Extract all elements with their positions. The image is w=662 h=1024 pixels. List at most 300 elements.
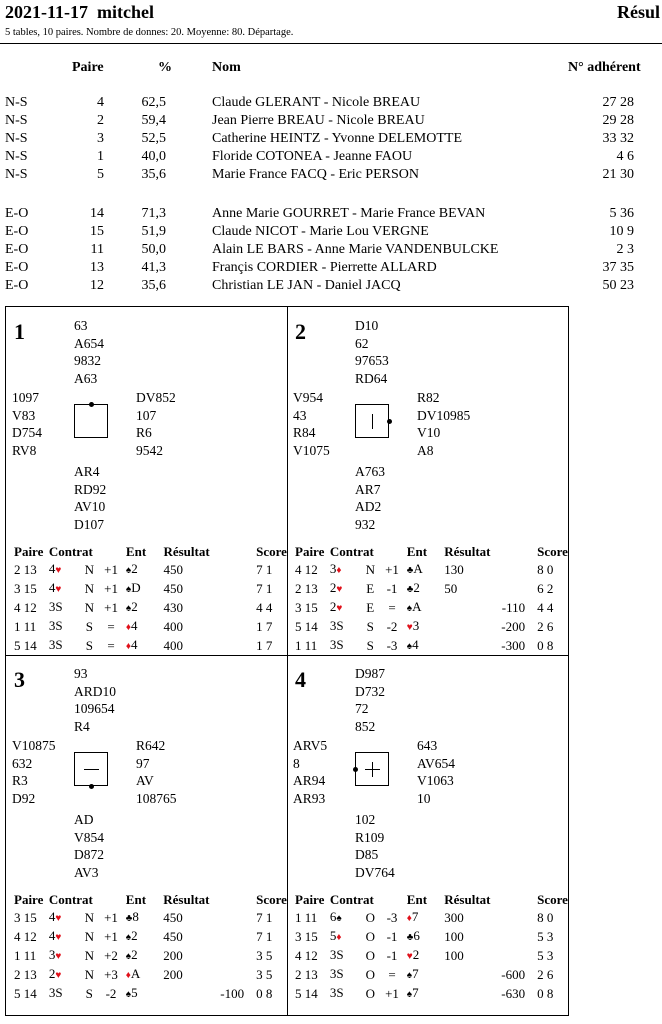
result-pair: 1 11 xyxy=(14,619,37,634)
contract-suit: ♥ xyxy=(55,584,62,595)
result-row xyxy=(295,598,568,617)
result-pair: 3 15 xyxy=(295,929,318,944)
result-match-points: 7 1 xyxy=(256,581,273,596)
hand-suit-holding: V10 xyxy=(417,425,441,440)
ranking-player-names: Catherine HEINTZ - Yvonne DELEMOTTE xyxy=(212,131,463,146)
contract-suit: ♥ xyxy=(55,970,62,981)
lead-card: 2 xyxy=(131,599,138,614)
contract-suit: ♠ xyxy=(336,913,342,924)
result-contract xyxy=(330,579,364,598)
hand-suit-holding: 107 xyxy=(136,407,157,423)
result-lead xyxy=(126,946,163,965)
lead-card: A xyxy=(413,561,423,576)
results-table xyxy=(14,543,287,655)
result-lead xyxy=(407,946,444,965)
result-score-eo: -200 xyxy=(501,619,526,634)
result-pair: 5 14 xyxy=(295,986,318,1001)
ranking-player-names: Marie France FACQ - Eric PERSON xyxy=(212,167,419,182)
result-pair: 5 14 xyxy=(14,638,37,653)
result-tricks: -2 xyxy=(105,986,117,1001)
lead-suit: ♠ xyxy=(406,970,413,981)
result-score-ns: 130 xyxy=(444,562,464,577)
results-header-contract: Contrat xyxy=(48,544,93,559)
ranking-percentage: 71,3 xyxy=(141,206,166,221)
lead-suit: ♥ xyxy=(406,622,413,633)
result-pair: 5 14 xyxy=(14,986,37,1001)
page-title: 2021-11-17 mitchel xyxy=(5,2,154,22)
hand-suit-holding: ARD10 xyxy=(74,683,117,699)
lead-card: 2 xyxy=(131,928,138,943)
result-tricks: +1 xyxy=(385,562,399,577)
vulnerability-compass xyxy=(74,404,108,438)
result-score-eo xyxy=(205,927,257,946)
lead-suit: ♦ xyxy=(125,622,132,633)
ranking-member-numbers: 4 6 xyxy=(616,149,634,164)
south-hand xyxy=(74,463,106,533)
result-row xyxy=(295,927,568,946)
ranking-member-numbers: 29 28 xyxy=(602,113,634,128)
ranking-member-numbers: 10 9 xyxy=(609,224,634,239)
result-declarer: S xyxy=(366,619,374,634)
results-header-lead: Ent xyxy=(406,892,428,907)
dealer-marker xyxy=(89,784,94,789)
hand-suit-holding: AD xyxy=(74,812,94,827)
result-score-eo xyxy=(205,965,257,984)
result-row xyxy=(14,908,287,927)
result-lead xyxy=(407,965,444,984)
result-declarer: N xyxy=(84,600,95,615)
hand-suit-holding: DV764 xyxy=(355,864,395,880)
result-match-points: 0 8 xyxy=(537,638,554,653)
board-number: 4 xyxy=(295,667,306,692)
hand-suit-holding: D92 xyxy=(12,790,36,806)
hand-suit-holding: 632 xyxy=(12,755,33,771)
result-score-ns: 430 xyxy=(163,600,183,615)
result-score-ns: 400 xyxy=(163,619,183,634)
vulnerability-compass xyxy=(355,752,389,786)
vulnerability-line xyxy=(365,769,380,770)
results-header-contract: Contrat xyxy=(329,892,374,907)
result-score-eo: -110 xyxy=(501,600,526,615)
result-score-eo xyxy=(486,927,538,946)
ranking-percentage: 52,5 xyxy=(141,131,166,146)
result-score-eo: -630 xyxy=(501,986,526,1001)
result-contract xyxy=(330,965,364,984)
hand-suit-holding: 109654 xyxy=(74,701,115,716)
col-header-pair: Paire xyxy=(72,60,104,75)
lead-card: A xyxy=(412,599,422,614)
hand-suit-holding: D85 xyxy=(355,847,379,862)
lead-card: A xyxy=(130,966,141,981)
hand-suit-holding: 932 xyxy=(355,516,376,532)
result-contract xyxy=(49,965,83,984)
ranking-percentage: 59,4 xyxy=(141,113,166,128)
result-tricks: -1 xyxy=(386,929,398,944)
results-header-row xyxy=(295,891,568,908)
contract-level: 2 xyxy=(48,966,56,981)
results-header-score: Score xyxy=(537,544,568,559)
contract-level: 3S xyxy=(48,637,63,652)
west-hand xyxy=(293,389,330,459)
result-pair: 4 12 xyxy=(14,929,37,944)
hand-suit-holding: 852 xyxy=(355,718,376,734)
result-contract xyxy=(49,636,83,655)
board-number: 2 xyxy=(295,319,306,344)
hand-suit-holding: 97 xyxy=(136,755,150,771)
results-header-result: Résultat xyxy=(163,892,210,907)
contract-level: 5 xyxy=(329,928,337,943)
result-contract xyxy=(330,560,364,579)
ranking-player-names: Alain LE BARS - Anne Marie VANDENBULCKE xyxy=(212,242,499,257)
lead-card: 7 xyxy=(411,909,419,924)
result-lead xyxy=(407,984,444,1003)
dealer-marker xyxy=(387,419,392,424)
vulnerability-line xyxy=(84,769,99,770)
hand-suit-holding: 93 xyxy=(74,666,88,681)
result-contract xyxy=(330,617,364,636)
hand-suit-holding: 8 xyxy=(293,755,300,771)
result-score-eo xyxy=(486,579,538,598)
result-row xyxy=(14,598,287,617)
hand-suit-holding: 102 xyxy=(355,812,376,827)
result-row xyxy=(295,579,568,598)
hand-suit-holding: R84 xyxy=(293,425,316,440)
result-score-ns xyxy=(444,965,485,984)
hand-suit-holding: R642 xyxy=(136,738,166,753)
contract-level: 3S xyxy=(329,985,344,1000)
lead-card: 2 xyxy=(412,947,420,962)
result-match-points: 8 0 xyxy=(537,910,554,925)
lead-suit: ♣ xyxy=(406,565,414,576)
result-match-points: 2 6 xyxy=(537,967,554,982)
contract-level: 3 xyxy=(329,561,337,576)
result-tricks: -3 xyxy=(386,638,398,653)
result-declarer: O xyxy=(365,929,375,944)
hand-suit-holding: DV852 xyxy=(136,390,176,405)
results-header-contract: Contrat xyxy=(48,892,93,907)
result-lead xyxy=(126,636,164,655)
lead-suit: ♣ xyxy=(406,584,414,595)
hand-suit-holding: 10 xyxy=(417,790,431,806)
hand-suit-holding: 108765 xyxy=(136,790,177,806)
result-contract xyxy=(49,946,83,965)
event-summary: 5 tables, 10 paires. Nombre de donnes: 20. Moyenne: 80. Départage. xyxy=(5,27,294,38)
contract-suit: ♦ xyxy=(336,932,342,943)
result-row xyxy=(14,927,287,946)
result-declarer: O xyxy=(365,967,375,982)
result-declarer: N xyxy=(84,562,95,577)
lead-card: 5 xyxy=(131,985,138,1000)
ranking-player-names: Claude NICOT - Marie Lou VERGNE xyxy=(212,224,429,239)
contract-level: 3S xyxy=(48,985,63,1000)
hand-suit-holding: DV10985 xyxy=(417,407,471,423)
ranking-direction: E-O xyxy=(5,260,29,275)
result-match-points: 5 3 xyxy=(537,929,554,944)
result-contract xyxy=(49,927,83,946)
result-tricks: -1 xyxy=(386,948,398,963)
results-table xyxy=(295,891,568,1003)
ranking-percentage: 41,3 xyxy=(141,260,166,275)
result-pair: 2 13 xyxy=(14,562,37,577)
result-row xyxy=(295,946,568,965)
results-header-pair: Paire xyxy=(14,544,44,559)
results-header-lead: Ent xyxy=(125,892,147,907)
hand-suit-holding: R82 xyxy=(417,390,440,405)
result-match-points: 2 6 xyxy=(537,619,554,634)
hand-suit-holding: 1097 xyxy=(12,390,39,405)
lead-card: D xyxy=(131,580,141,595)
result-declarer: O xyxy=(365,948,375,963)
results-header-pair: Paire xyxy=(295,544,325,559)
result-row xyxy=(14,946,287,965)
contract-suit: ♥ xyxy=(336,603,343,614)
result-score-eo: -100 xyxy=(220,986,245,1001)
result-pair: 2 13 xyxy=(295,581,318,596)
contract-level: 3S xyxy=(48,618,63,633)
lead-suit: ♠ xyxy=(125,989,132,1000)
ranking-player-names: Jean Pierre BREAU - Nicole BREAU xyxy=(212,113,425,128)
result-lead xyxy=(126,965,163,984)
hand-suit-holding: AR93 xyxy=(293,790,326,806)
result-score-eo xyxy=(205,579,256,598)
result-score-eo xyxy=(205,560,256,579)
board-4 xyxy=(287,655,568,1003)
north-hand xyxy=(74,665,116,735)
result-tricks: +1 xyxy=(104,929,118,944)
contract-level: 3 xyxy=(48,947,56,962)
result-contract xyxy=(330,598,364,617)
result-score-ns xyxy=(163,984,204,1003)
west-hand xyxy=(293,737,327,807)
hand-suit-holding: D10 xyxy=(355,318,379,333)
result-match-points: 8 0 xyxy=(537,562,554,577)
result-match-points: 3 5 xyxy=(256,948,273,963)
hand-suit-holding: 63 xyxy=(74,318,88,333)
result-row xyxy=(14,965,287,984)
ranking-member-numbers: 21 30 xyxy=(602,167,634,182)
hand-suit-holding: A63 xyxy=(74,370,98,386)
ranking-player-names: Claude GLERANT - Nicole BREAU xyxy=(212,95,421,110)
board-1 xyxy=(6,307,287,655)
lead-card: 4 xyxy=(412,637,419,652)
ranking-player-names: Anne Marie GOURRET - Marie France BEVAN xyxy=(212,206,486,221)
north-hand xyxy=(355,317,389,387)
contract-suit: ♥ xyxy=(55,913,62,924)
hand-suit-holding: 43 xyxy=(293,407,307,423)
result-row xyxy=(295,636,568,655)
result-match-points: 5 3 xyxy=(537,948,554,963)
result-score-ns xyxy=(444,598,485,617)
result-lead xyxy=(407,908,444,927)
result-score-ns xyxy=(444,617,485,636)
hand-suit-holding: V854 xyxy=(74,829,104,845)
result-score-eo xyxy=(486,560,538,579)
result-contract xyxy=(49,984,83,1003)
dealer-marker xyxy=(89,402,94,407)
result-declarer: N xyxy=(84,967,94,982)
east-hand xyxy=(417,737,455,807)
results-header-lead: Ent xyxy=(406,544,428,559)
ranking-direction: N-S xyxy=(5,167,28,182)
hand-suit-holding: A654 xyxy=(74,335,104,351)
result-row xyxy=(14,636,287,655)
result-declarer: N xyxy=(84,910,94,925)
ranking-direction: E-O xyxy=(5,206,29,221)
result-score-eo xyxy=(205,908,257,927)
result-lead xyxy=(407,560,444,579)
lead-card: 8 xyxy=(132,909,139,924)
lead-card: 4 xyxy=(131,637,138,652)
result-score-ns: 450 xyxy=(163,910,183,925)
result-pair: 1 11 xyxy=(295,638,318,653)
result-lead xyxy=(126,984,163,1003)
ranking-pair-number: 5 xyxy=(97,167,104,182)
hand-suit-holding: AR4 xyxy=(74,464,100,479)
result-tricks: +2 xyxy=(104,948,118,963)
results-header-score: Score xyxy=(256,892,287,907)
contract-suit: ♥ xyxy=(55,932,62,943)
result-pair: 3 15 xyxy=(14,910,37,925)
result-score-ns: 200 xyxy=(163,948,183,963)
ranking-percentage: 40,0 xyxy=(141,149,166,164)
contract-level: 4 xyxy=(48,928,56,943)
hand-suit-holding: D754 xyxy=(12,425,42,440)
result-row xyxy=(295,984,568,1003)
hand-suit-holding: R3 xyxy=(12,773,28,788)
hand-suit-holding: R109 xyxy=(355,829,385,845)
hand-suit-holding: D872 xyxy=(74,847,104,862)
result-declarer: N xyxy=(84,929,94,944)
result-tricks: -3 xyxy=(386,910,398,925)
result-pair: 4 12 xyxy=(295,948,318,963)
ranking-pair-number: 13 xyxy=(90,260,104,275)
lead-suit: ♠ xyxy=(406,989,413,1000)
result-score-eo xyxy=(205,598,256,617)
hand-suit-holding: 97653 xyxy=(355,353,389,368)
ranking-player-names: Floride COTONEA - Jeanne FAOU xyxy=(212,149,413,164)
result-match-points: 1 7 xyxy=(256,619,273,634)
lead-card: 4 xyxy=(131,618,138,633)
result-pair: 1 11 xyxy=(295,910,318,925)
ranking-pair-number: 2 xyxy=(97,113,104,128)
north-hand xyxy=(74,317,104,387)
results-grid xyxy=(14,891,287,1003)
lead-suit: ♣ xyxy=(406,932,414,943)
result-declarer: N xyxy=(84,948,94,963)
lead-suit: ♠ xyxy=(125,565,132,576)
ranking-pair-number: 14 xyxy=(90,206,104,221)
results-header-row xyxy=(295,543,568,560)
lead-suit: ♣ xyxy=(125,913,133,924)
hand-suit-holding: 72 xyxy=(355,701,369,716)
vulnerability-line xyxy=(372,414,373,429)
result-contract xyxy=(330,636,364,655)
result-score-ns: 100 xyxy=(444,929,464,944)
result-declarer: O xyxy=(365,986,375,1001)
lead-suit: ♠ xyxy=(125,584,132,595)
header-divider xyxy=(0,43,662,44)
result-lead xyxy=(126,908,163,927)
result-contract xyxy=(330,946,364,965)
hand-suit-holding: D987 xyxy=(355,666,385,681)
result-tricks: +1 xyxy=(104,600,119,615)
ranking-member-numbers: 2 3 xyxy=(616,242,634,257)
ranking-percentage: 62,5 xyxy=(141,95,166,110)
result-tricks: = xyxy=(388,600,396,615)
ranking-pair-number: 1 xyxy=(97,149,104,164)
hand-suit-holding: 9542 xyxy=(136,442,163,458)
hand-suit-holding: AR7 xyxy=(355,481,381,497)
hand-suit-holding: 643 xyxy=(417,738,438,753)
ranking-direction: E-O xyxy=(5,242,29,257)
result-tricks: +1 xyxy=(104,562,119,577)
col-header-name: Nom xyxy=(212,60,241,75)
ranking-percentage: 51,9 xyxy=(141,224,166,239)
result-pair: 2 13 xyxy=(295,967,318,982)
contract-level: 3S xyxy=(48,599,63,614)
east-hand xyxy=(136,389,176,459)
col-header-percent: % xyxy=(158,60,172,75)
result-declarer: S xyxy=(85,619,93,634)
hand-suit-holding: AV xyxy=(136,773,154,788)
hand-suit-holding: R6 xyxy=(136,425,152,440)
result-lead xyxy=(126,579,164,598)
result-score-eo: -300 xyxy=(501,638,526,653)
result-match-points: 4 4 xyxy=(537,600,554,615)
result-row xyxy=(295,560,568,579)
lead-card: 6 xyxy=(413,928,420,943)
lead-suit: ♠ xyxy=(406,603,413,614)
contract-level: 2 xyxy=(329,599,337,614)
result-row xyxy=(14,579,287,598)
ranking-direction: N-S xyxy=(5,149,28,164)
hand-suit-holding: D732 xyxy=(355,683,385,699)
ranking-percentage: 35,6 xyxy=(141,167,166,182)
lead-card: 2 xyxy=(131,947,138,962)
hand-suit-holding: AV10 xyxy=(74,499,106,514)
results-table xyxy=(295,543,568,655)
results-header-contract: Contrat xyxy=(329,544,374,559)
contract-level: 2 xyxy=(329,580,337,595)
result-score-eo xyxy=(486,908,538,927)
results-header-result: Résultat xyxy=(163,544,210,559)
board-number: 3 xyxy=(14,667,25,692)
result-pair: 4 12 xyxy=(14,600,37,615)
result-tricks: +1 xyxy=(385,986,399,1001)
hand-suit-holding: 62 xyxy=(355,335,369,351)
result-score-ns: 300 xyxy=(444,910,464,925)
ranking-pair-number: 3 xyxy=(97,131,104,146)
result-tricks: = xyxy=(107,619,115,634)
result-contract xyxy=(49,598,83,617)
result-tricks: +1 xyxy=(104,581,119,596)
contract-suit: ♥ xyxy=(55,565,62,576)
result-score-eo xyxy=(205,946,257,965)
lead-suit: ♥ xyxy=(406,951,413,962)
result-score-eo xyxy=(205,617,256,636)
hand-suit-holding: V1075 xyxy=(293,442,330,458)
results-header-pair: Paire xyxy=(14,892,44,907)
lead-card: 7 xyxy=(412,985,419,1000)
col-header-member: N° adhérent xyxy=(568,60,641,75)
hand-suit-holding: RD64 xyxy=(355,370,388,386)
hand-suit-holding: AV654 xyxy=(417,755,456,771)
results-header-result: Résultat xyxy=(444,544,491,559)
lead-suit: ♠ xyxy=(125,932,132,943)
result-tricks: -2 xyxy=(386,619,398,634)
result-declarer: N xyxy=(84,581,95,596)
hand-suit-holding: V1063 xyxy=(417,773,454,788)
